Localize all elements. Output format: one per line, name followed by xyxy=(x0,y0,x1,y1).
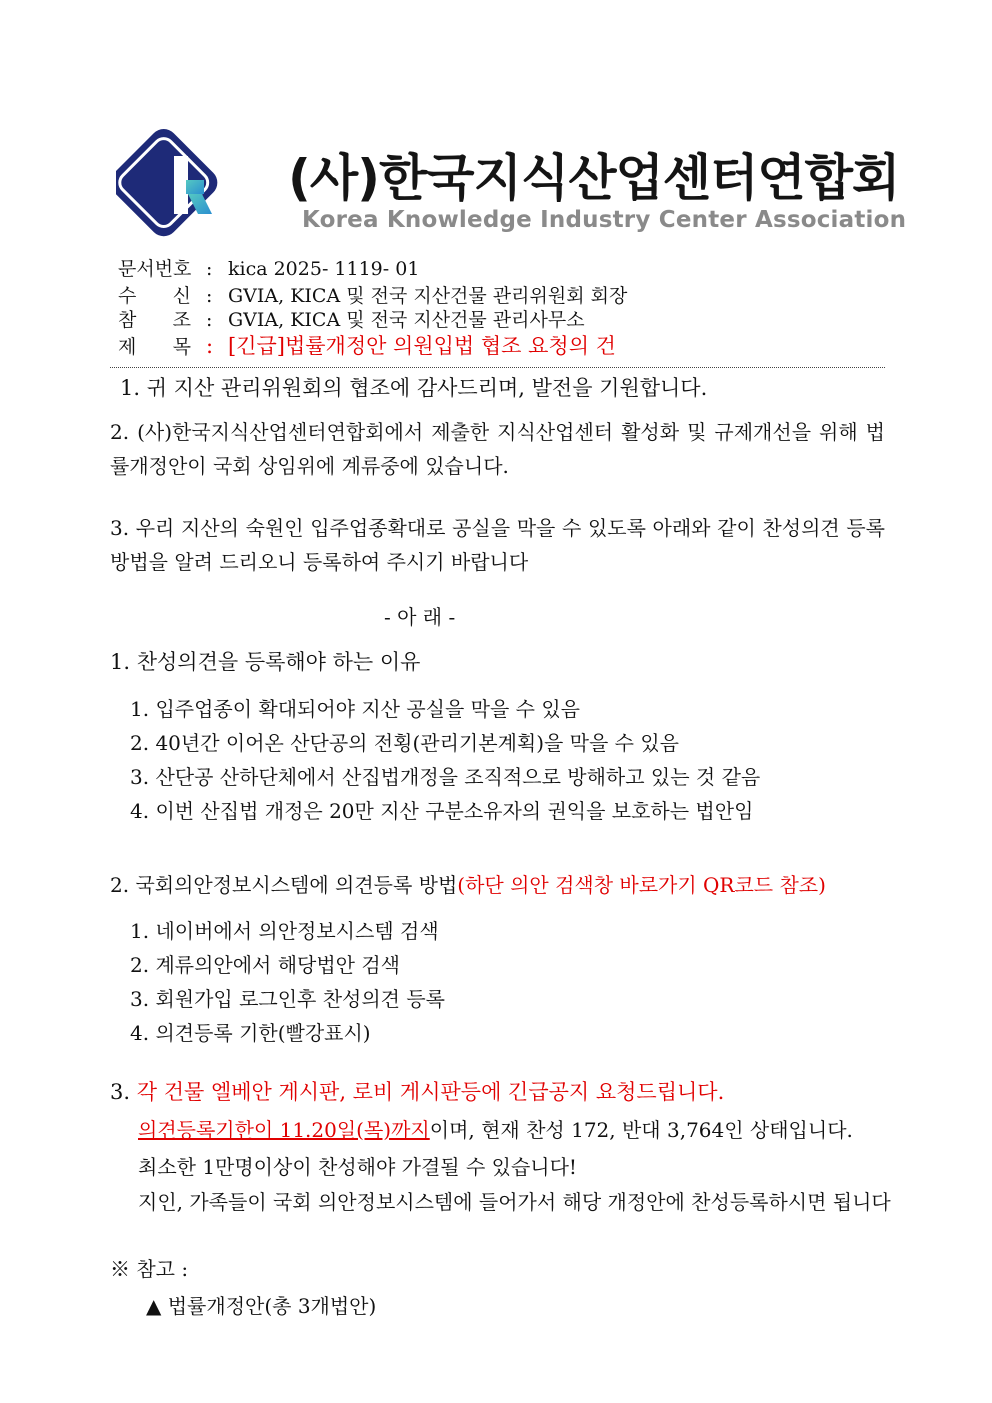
section1-item: 3. 산단공 산하단체에서 산집법개정을 조직적으로 방해하고 있는 것 같음 xyxy=(130,765,761,789)
subject-label: 제 목 xyxy=(118,336,191,358)
section3-heading xyxy=(110,1076,724,1106)
section2-heading-text: 2. 국회의안정보시스템에 의견등록 방법 xyxy=(110,873,458,897)
section1-heading: 1. 찬성의견을 등록해야 하는 이유 xyxy=(110,650,421,674)
colon: : xyxy=(206,285,213,307)
section2-item: 2. 계류의안에서 해당법안 검색 xyxy=(130,953,400,977)
section3-line2: 최소한 1만명이상이 찬성해야 가결될 수 있습니다! xyxy=(138,1155,577,1179)
section2-heading-note: (하단 의안 검색창 바로가기 QR코드 참조) xyxy=(457,873,826,897)
doc-number-label: 문서번호 xyxy=(118,258,192,280)
section1-item: 1. 입주업종이 확대되어야 지산 공실을 막을 수 있음 xyxy=(130,697,580,721)
section3-deadline-line xyxy=(138,1114,853,1143)
colon: : xyxy=(206,258,213,280)
below-heading: - 아 래 - xyxy=(384,605,456,629)
reference-item: ▲ 법률개정안(총 3개법안) xyxy=(146,1294,377,1318)
divider xyxy=(110,367,885,368)
colon: : xyxy=(206,309,213,331)
paragraph-2: 2. (사)한국지식산업센터연합회에서 제출한 지식산업센터 활성화 및 규제개선을 위해 법률개정안이 국회 상임위에 계류중에 있습니다. xyxy=(110,420,885,478)
colon: : xyxy=(206,334,214,358)
recipient-value: GVIA, KICA 및 전국 지산건물 관리위원회 회장 xyxy=(228,285,628,307)
section2-item: 4. 의견등록 기한(빨강표시) xyxy=(130,1021,371,1045)
section3-line3: 지인, 가족들이 국회 의안정보시스템에 들어가서 해당 개정안에 찬성등록하시면 됩니다 xyxy=(138,1190,891,1214)
vote-status-text: 이며, 현재 찬성 172, 반대 3,764인 상태입니다. xyxy=(429,1118,853,1142)
recipient-row xyxy=(118,281,627,308)
cc-label: 참 조 xyxy=(118,309,191,331)
section2-item: 3. 회원가입 로그인후 찬성의견 등록 xyxy=(130,987,445,1011)
association-logo xyxy=(116,126,254,248)
deadline-text: 의견등록기한이 11.20일(목)까지 xyxy=(138,1118,430,1142)
reference-label: ※ 참고 : xyxy=(110,1257,189,1281)
section3-heading-text: 각 건물 엘베안 게시판, 로비 게시판등에 긴급공지 요청드립니다. xyxy=(136,1080,725,1104)
subject-value: [긴급]법률개정안 의원입법 협조 요청의 건 xyxy=(228,334,616,358)
paragraph-1: 1. 귀 지산 관리위원회의 협조에 감사드리며, 발전을 기원합니다. xyxy=(120,376,708,400)
section2-item: 1. 네이버에서 의안정보시스템 검색 xyxy=(130,919,439,943)
reference-row xyxy=(118,305,585,332)
section1-item: 4. 이번 산집법 개정은 20만 지산 구분소유자의 권익을 보호하는 법안임 xyxy=(130,799,754,823)
cc-value: GVIA, KICA 및 전국 지산건물 관리사무소 xyxy=(228,309,585,331)
doc-number-row xyxy=(118,254,419,281)
organization-name-english: Korea Knowledge Industry Center Association xyxy=(302,207,907,233)
section2-heading xyxy=(110,869,826,898)
paragraph-3: 3. 우리 지산의 숙원인 입주업종확대로 공실을 막을 수 있도록 아래와 같이 찬성의견 등록 방법을 알려 드리오니 등록하여 주시기 바랍니다 xyxy=(110,516,885,574)
section1-item: 2. 40년간 이어온 산단공의 전횡(관리기본계획)을 막을 수 있음 xyxy=(130,731,679,755)
recipient-label: 수 신 xyxy=(118,285,191,307)
doc-number-value: kica 2025- 1119- 01 xyxy=(228,258,420,280)
organization-name-korean: (사)한국지식산업센터연합회 xyxy=(288,149,900,207)
subject-row xyxy=(118,330,616,360)
section3-number: 3. xyxy=(110,1080,131,1104)
